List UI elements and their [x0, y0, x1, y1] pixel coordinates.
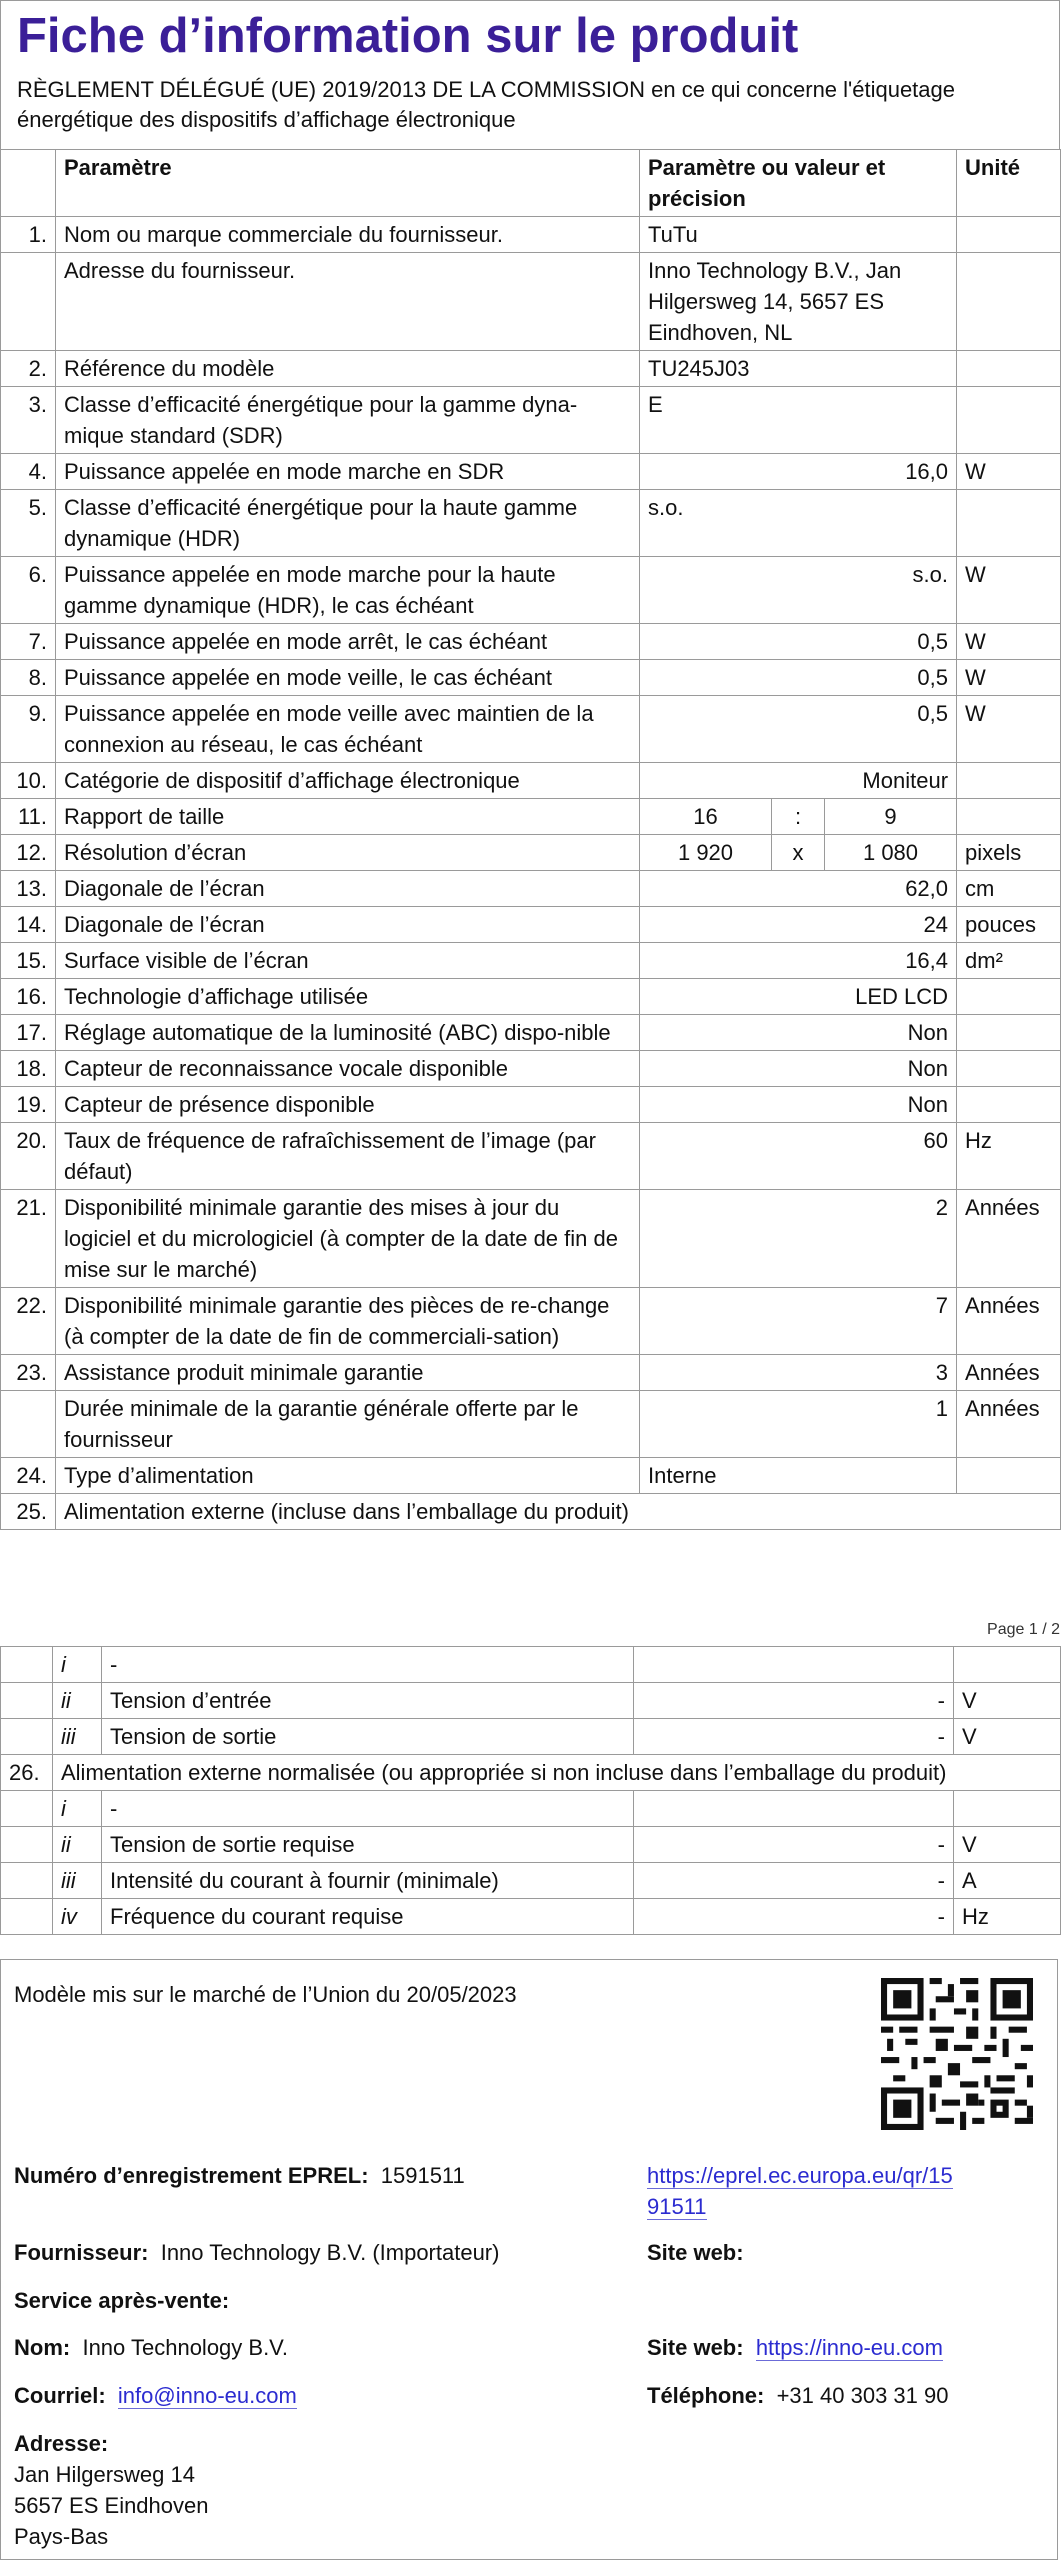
address-line: Jan Hilgersweg 14 [14, 2462, 195, 2487]
row-unit: W [957, 696, 1061, 763]
table-row [1, 1015, 1061, 1051]
phone-line [647, 2380, 948, 2411]
table-header-row [1, 150, 1061, 217]
row-unit: cm [957, 871, 1061, 907]
eprel-link-continued[interactable]: 91511 [647, 2194, 707, 2219]
row-value: Interne [640, 1458, 957, 1494]
row-unit [957, 979, 1061, 1015]
row-label: Surface visible de l’écran [56, 943, 640, 979]
row-value: 16,4 [640, 943, 957, 979]
supply-value: - [634, 1683, 954, 1719]
table-row [1, 943, 1061, 979]
service-name-line [14, 2332, 288, 2363]
value-column-header: Paramètre ou valeur et précision [640, 150, 957, 217]
row-value: 0,5 [640, 660, 957, 696]
row-label: Taux de fréquence de rafraîchissement de l’image (par défaut) [56, 1123, 640, 1190]
table-row [1, 1190, 1061, 1288]
supply-row [1, 1791, 1061, 1827]
supply-unit: V [954, 1827, 1061, 1863]
row-number: 15. [1, 943, 56, 979]
row-label: Rapport de taille [56, 799, 640, 835]
row-number: 12. [1, 835, 56, 871]
row-unit: Années [957, 1190, 1061, 1288]
row-number: 25. [1, 1494, 56, 1530]
supply-index: i [53, 1647, 102, 1683]
email-label: Courriel: [14, 2383, 106, 2408]
supply-indent [1, 1719, 53, 1755]
row-unit [957, 253, 1061, 351]
row-number: 11. [1, 799, 56, 835]
table-row [1, 1288, 1061, 1355]
row-label: Durée minimale de la garantie générale offerte par le fournisseur [56, 1391, 640, 1458]
supply-unit: V [954, 1719, 1061, 1755]
row-value: LED LCD [640, 979, 957, 1015]
supply-index: iii [53, 1719, 102, 1755]
row-number: 2. [1, 351, 56, 387]
row-number: 21. [1, 1190, 56, 1288]
row-label: Disponibilité minimale garantie des pièces de re-change (à compter de la date de fin de commerciali-sation) [56, 1288, 640, 1355]
row-unit [957, 351, 1061, 387]
table-row [1, 387, 1061, 454]
row-unit: W [957, 624, 1061, 660]
row-label: Assistance produit minimale garantie [56, 1355, 640, 1391]
supply-indent [1, 1863, 53, 1899]
page-number: Page 1 / 2 [987, 1621, 1060, 1638]
row-label: Type d’alimentation [56, 1458, 640, 1494]
row-number: 9. [1, 696, 56, 763]
row-unit [957, 799, 1061, 835]
supply-value [634, 1647, 954, 1683]
row-unit [957, 387, 1061, 454]
value-part-2: 1 080 [825, 835, 957, 871]
table-row [1, 907, 1061, 943]
row-label: Puissance appelée en mode arrêt, le cas échéant [56, 624, 640, 660]
eprel-label: Numéro d’enregistrement EPREL: [14, 2163, 369, 2188]
supply-value: - [634, 1719, 954, 1755]
row-value: 24 [640, 907, 957, 943]
supply-value [634, 1791, 954, 1827]
row-unit [957, 1051, 1061, 1087]
eprel-number: 1591511 [380, 2163, 465, 2188]
row-unit [957, 1087, 1061, 1123]
phone-value: +31 40 303 31 90 [776, 2383, 949, 2408]
row-label: Nom ou marque commerciale du fournisseur. [56, 217, 640, 253]
supply-index: i [53, 1791, 102, 1827]
row-label: Puissance appelée en mode marche en SDR [56, 454, 640, 490]
row-label: Classe d’efficacité énergétique pour la gamme dyna-mique standard (SDR) [56, 387, 640, 454]
table-row [1, 835, 1061, 871]
table-row [1, 660, 1061, 696]
service-name-value: Inno Technology B.V. [82, 2335, 288, 2360]
row-value: 1 [640, 1391, 957, 1458]
row-value: 3 [640, 1355, 957, 1391]
row-number: 7. [1, 624, 56, 660]
supply-label: Tension de sortie [102, 1719, 634, 1755]
supply-row [1, 1683, 1061, 1719]
table-row [1, 351, 1061, 387]
sheet-header [0, 0, 1060, 149]
row-unit: W [957, 557, 1061, 624]
row-label: Puissance appelée en mode veille avec maintien de la connexion au réseau, le cas échéant [56, 696, 640, 763]
row-label: Puissance appelée en mode veille, le cas échéant [56, 660, 640, 696]
regulation-subtitle: RÈGLEMENT DÉLÉGUÉ (UE) 2019/2013 DE LA COMMISSION en ce qui concerne l'étiquetage énergétique des dispositifs d’affichage électronique [17, 77, 955, 132]
service-website-line [647, 2332, 943, 2363]
supply-index: ii [53, 1827, 102, 1863]
row-label: Classe d’efficacité énergétique pour la haute gamme dynamique (HDR) [56, 490, 640, 557]
row-label: Référence du modèle [56, 351, 640, 387]
row-unit: pouces [957, 907, 1061, 943]
supply-label: Tension d’entrée [102, 1683, 634, 1719]
row-value: Non [640, 1051, 957, 1087]
row-number: 1. [1, 217, 56, 253]
address-line: Pays-Bas [14, 2524, 109, 2549]
row-value: Inno Technology B.V., Jan Hilgersweg 14, 5657 ES Eindhoven, NL [640, 253, 957, 351]
row-label: Capteur de reconnaissance vocale disponible [56, 1051, 640, 1087]
supply-row [1, 1899, 1061, 1935]
row-label: Réglage automatique de la luminosité (ABC) dispo-nible [56, 1015, 640, 1051]
footer-panel [0, 1959, 1058, 2560]
row-number: 6. [1, 557, 56, 624]
row-unit: Années [957, 1355, 1061, 1391]
market-date: Modèle mis sur le marché de l’Union du 20/05/2023 [14, 1982, 517, 2007]
parameter-column-header: Paramètre [56, 150, 640, 217]
row-value: 0,5 [640, 624, 957, 660]
table-row [1, 871, 1061, 907]
value-separator: x [772, 835, 825, 871]
supply-row [1, 1827, 1061, 1863]
row-number: 17. [1, 1015, 56, 1051]
table-row [1, 696, 1061, 763]
service-website-link[interactable]: https://inno-eu.com [755, 2335, 943, 2360]
row-value: Moniteur [640, 763, 957, 799]
row-number: 24. [1, 1458, 56, 1494]
eprel-link-block [647, 2160, 1027, 2222]
table-row [1, 799, 1061, 835]
row-number: 4. [1, 454, 56, 490]
table-row [1, 454, 1061, 490]
row-number [1, 253, 56, 351]
value-separator: : [772, 799, 825, 835]
after-sales-heading: Service après-vente: [14, 2288, 230, 2313]
row-label: Diagonale de l’écran [56, 871, 640, 907]
row-value: TU245J03 [640, 351, 957, 387]
row-value: 16,0 [640, 454, 957, 490]
supply-value: - [634, 1899, 954, 1935]
page-title: Fiche d’information sur le produit [17, 9, 799, 63]
row-value: TuTu [640, 217, 957, 253]
row-value: 7 [640, 1288, 957, 1355]
row-label: Technologie d’affichage utilisée [56, 979, 640, 1015]
eprel-link[interactable]: https://eprel.ec.europa.eu/qr/15 [647, 2163, 953, 2188]
table-row [1, 1755, 1061, 1791]
email-link[interactable]: info@inno-eu.com [117, 2383, 297, 2408]
row-number: 18. [1, 1051, 56, 1087]
table-row [1, 253, 1061, 351]
supply-unit [954, 1647, 1061, 1683]
site-web-label: Site web: [647, 2240, 744, 2265]
row-unit: Années [957, 1288, 1061, 1355]
row-number: 13. [1, 871, 56, 907]
supplier-value: Inno Technology B.V. (Importateur) [160, 2240, 500, 2265]
row-label: Adresse du fournisseur. [56, 253, 640, 351]
address-line: 5657 ES Eindhoven [14, 2493, 209, 2518]
row-unit: dm² [957, 943, 1061, 979]
row-label: Capteur de présence disponible [56, 1087, 640, 1123]
row-number: 23. [1, 1355, 56, 1391]
row-unit [957, 490, 1061, 557]
supply-indent [1, 1683, 53, 1719]
supply-label: Intensité du courant à fournir (minimale) [102, 1863, 634, 1899]
phone-label: Téléphone: [647, 2383, 765, 2408]
supplier-label: Fournisseur: [14, 2240, 149, 2265]
row-number: 19. [1, 1087, 56, 1123]
row-label: Catégorie de dispositif d’affichage électronique [56, 763, 640, 799]
table-row [1, 1494, 1061, 1530]
parameter-table [0, 149, 1061, 1530]
row-unit: Hz [957, 1123, 1061, 1190]
number-column-header [1, 150, 56, 217]
row-unit [957, 217, 1061, 253]
external-supply-body [1, 1647, 1061, 1935]
table-row [1, 490, 1061, 557]
row-value: s.o. [640, 490, 957, 557]
table-row [1, 1123, 1061, 1190]
supply-unit [954, 1791, 1061, 1827]
row-unit [957, 1458, 1061, 1494]
row-value: E [640, 387, 957, 454]
supply-indent [1, 1827, 53, 1863]
table-row [1, 1391, 1061, 1458]
supply-row [1, 1647, 1061, 1683]
table-row [1, 979, 1061, 1015]
email-line [14, 2380, 297, 2411]
eprel-qr-code-icon[interactable] [881, 1978, 1033, 2130]
supply-indent [1, 1899, 53, 1935]
row-value: 0,5 [640, 696, 957, 763]
supply-indent [1, 1647, 53, 1683]
row-value: 60 [640, 1123, 957, 1190]
value-part-1: 16 [640, 799, 772, 835]
table-row [1, 217, 1061, 253]
table-row [1, 624, 1061, 660]
address-label: Adresse: [14, 2431, 109, 2456]
row-number: 10. [1, 763, 56, 799]
row-value: Non [640, 1015, 957, 1051]
row-unit [957, 1015, 1061, 1051]
row-unit: W [957, 454, 1061, 490]
supply-row [1, 1719, 1061, 1755]
supply-value: - [634, 1863, 954, 1899]
row-number: 16. [1, 979, 56, 1015]
row-unit: W [957, 660, 1061, 696]
row-value: 2 [640, 1190, 957, 1288]
row-number: 26. [1, 1755, 53, 1791]
supplier-line [14, 2237, 499, 2268]
row-label: Disponibilité minimale garantie des mises à jour du logiciel et du micrologiciel (à compter de la date de fin de mise sur le marché) [56, 1190, 640, 1288]
row-number: 20. [1, 1123, 56, 1190]
supply-label: Tension de sortie requise [102, 1827, 634, 1863]
supply-unit: Hz [954, 1899, 1061, 1935]
table-row [1, 1355, 1061, 1391]
parameter-table-body [1, 217, 1061, 1530]
table-row [1, 1087, 1061, 1123]
name-label: Nom: [14, 2335, 71, 2360]
value-part-2: 9 [825, 799, 957, 835]
supply-index: iii [53, 1863, 102, 1899]
row-number: 8. [1, 660, 56, 696]
supply-value: - [634, 1827, 954, 1863]
row-unit [957, 763, 1061, 799]
row-number: 14. [1, 907, 56, 943]
row-label: Diagonale de l’écran [56, 907, 640, 943]
row-unit: pixels [957, 835, 1061, 871]
value-part-1: 1 920 [640, 835, 772, 871]
supply-label: - [102, 1791, 634, 1827]
supply-label: Fréquence du courant requise [102, 1899, 634, 1935]
unit-column-header: Unité [957, 150, 1061, 217]
row-value: 62,0 [640, 871, 957, 907]
supply-index: ii [53, 1683, 102, 1719]
row-label: Résolution d’écran [56, 835, 640, 871]
row-value: s.o. [640, 557, 957, 624]
row-number [1, 1391, 56, 1458]
row-number: 3. [1, 387, 56, 454]
table-row [1, 557, 1061, 624]
table-row [1, 1458, 1061, 1494]
row-label: Alimentation externe (incluse dans l’emballage du produit) [56, 1494, 1061, 1530]
row-unit: Années [957, 1391, 1061, 1458]
supply-label: - [102, 1647, 634, 1683]
service-site-label: Site web: [647, 2335, 744, 2360]
row-label: Puissance appelée en mode marche pour la haute gamme dynamique (HDR), le cas échéant [56, 557, 640, 624]
supply-unit: V [954, 1683, 1061, 1719]
supply-index: iv [53, 1899, 102, 1935]
supply-indent [1, 1791, 53, 1827]
row-number: 22. [1, 1288, 56, 1355]
supply-unit: A [954, 1863, 1061, 1899]
external-supply-table [0, 1646, 1061, 1935]
address-block [14, 2428, 209, 2552]
row-number: 5. [1, 490, 56, 557]
supply-row [1, 1863, 1061, 1899]
row-label: Alimentation externe normalisée (ou appropriée si non incluse dans l’emballage du produit) [53, 1755, 1061, 1791]
table-row [1, 763, 1061, 799]
table-row [1, 1051, 1061, 1087]
row-value: Non [640, 1087, 957, 1123]
eprel-registration [14, 2160, 465, 2191]
